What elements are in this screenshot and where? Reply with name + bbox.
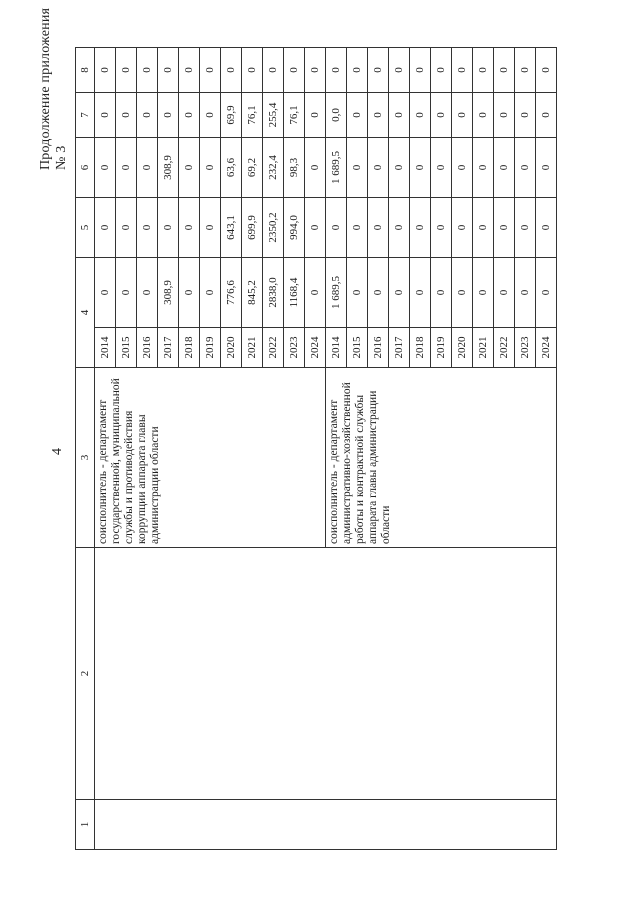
value-col-7: 0: [158, 93, 179, 138]
value-col-7: 0: [410, 93, 431, 138]
value-col-5: 0: [347, 198, 368, 258]
value-total: 845,2: [242, 258, 263, 328]
value-col-5: 0: [95, 198, 116, 258]
value-col-5: 0: [494, 198, 515, 258]
value-col-6: 0: [200, 138, 221, 198]
value-col-7: 0: [200, 93, 221, 138]
value-total: 0: [116, 258, 137, 328]
value-col-6: 0: [305, 138, 326, 198]
value-col-5: 0: [179, 198, 200, 258]
value-total: 0: [515, 258, 536, 328]
value-total: 0: [179, 258, 200, 328]
value-col-8: 0: [137, 48, 158, 93]
executor-description: соисполнитель - департамент государственной, муниципальной службы и противодействия коррупции аппарата главы администрации области: [95, 368, 326, 548]
value-total: 0: [200, 258, 221, 328]
column-header-7: 7: [76, 93, 95, 138]
column-1-cell: [95, 800, 557, 850]
value-col-7: 0: [515, 93, 536, 138]
value-col-5: 0: [116, 198, 137, 258]
year-cell: 2015: [116, 328, 137, 368]
column-header-4: 4: [76, 258, 95, 368]
value-total: 0: [95, 258, 116, 328]
column-header-1: 1: [76, 800, 95, 850]
executor-description: соисполнитель - департамент административно-хозяйственной работы и контрактной службы аппарата главы администрации области: [326, 368, 557, 548]
value-col-8: 0: [347, 48, 368, 93]
value-total: 0: [473, 258, 494, 328]
value-col-5: 0: [515, 198, 536, 258]
value-col-8: 0: [410, 48, 431, 93]
budget-table: [75, 47, 557, 850]
value-col-7: 76,1: [242, 93, 263, 138]
value-col-8: 0: [200, 48, 221, 93]
value-col-7: 0: [494, 93, 515, 138]
value-col-5: 0: [431, 198, 452, 258]
year-cell: 2018: [410, 328, 431, 368]
value-col-8: 0: [284, 48, 305, 93]
value-col-8: 0: [242, 48, 263, 93]
value-total: 0: [431, 258, 452, 328]
value-col-7: 0: [431, 93, 452, 138]
value-col-6: 63,6: [221, 138, 242, 198]
value-col-5: 0: [536, 198, 557, 258]
value-col-5: 0: [305, 198, 326, 258]
value-col-8: 0: [494, 48, 515, 93]
year-cell: 2024: [536, 328, 557, 368]
value-col-7: 255,4: [263, 93, 284, 138]
value-col-8: 0: [179, 48, 200, 93]
column-header-6: 6: [76, 138, 95, 198]
value-col-6: 0: [368, 138, 389, 198]
value-col-7: 0: [116, 93, 137, 138]
year-cell: 2017: [158, 328, 179, 368]
value-col-5: 0: [389, 198, 410, 258]
value-col-5: 0: [452, 198, 473, 258]
value-total: 1168,4: [284, 258, 305, 328]
value-total: 0: [410, 258, 431, 328]
value-col-7: 76,1: [284, 93, 305, 138]
value-col-8: 0: [473, 48, 494, 93]
year-cell: 2015: [347, 328, 368, 368]
column-2-cell: [95, 548, 557, 800]
value-total: 308,9: [158, 258, 179, 328]
year-cell: 2023: [515, 328, 536, 368]
year-cell: 2020: [452, 328, 473, 368]
value-total: 0: [536, 258, 557, 328]
value-col-7: 0: [368, 93, 389, 138]
value-col-6: 0: [116, 138, 137, 198]
value-total: 0: [452, 258, 473, 328]
value-col-8: 0: [515, 48, 536, 93]
value-col-5: 699,9: [242, 198, 263, 258]
value-col-6: 0: [473, 138, 494, 198]
value-col-5: 0: [368, 198, 389, 258]
value-col-8: 0: [452, 48, 473, 93]
value-col-7: 0: [536, 93, 557, 138]
year-cell: 2016: [368, 328, 389, 368]
value-col-6: 1 689,5: [326, 138, 347, 198]
value-col-6: 0: [95, 138, 116, 198]
year-cell: 2016: [137, 328, 158, 368]
value-col-7: 0: [137, 93, 158, 138]
value-col-8: 0: [221, 48, 242, 93]
year-cell: 2014: [95, 328, 116, 368]
value-col-6: 0: [389, 138, 410, 198]
year-cell: 2019: [200, 328, 221, 368]
value-total: 2838,0: [263, 258, 284, 328]
column-header-5: 5: [76, 198, 95, 258]
value-col-8: 0: [389, 48, 410, 93]
value-col-6: 0: [431, 138, 452, 198]
value-col-6: 0: [179, 138, 200, 198]
table-row: [95, 48, 116, 850]
value-col-8: 0: [431, 48, 452, 93]
value-total: 0: [494, 258, 515, 328]
value-col-7: 0: [179, 93, 200, 138]
value-col-6: 0: [137, 138, 158, 198]
value-col-7: 0: [473, 93, 494, 138]
value-col-6: 69,2: [242, 138, 263, 198]
value-col-6: 0: [452, 138, 473, 198]
value-total: 0: [137, 258, 158, 328]
value-col-7: 0,0: [326, 93, 347, 138]
value-col-5: 0: [326, 198, 347, 258]
value-col-8: 0: [326, 48, 347, 93]
value-col-8: 0: [536, 48, 557, 93]
value-col-5: 0: [410, 198, 431, 258]
value-col-6: 0: [536, 138, 557, 198]
value-total: 0: [305, 258, 326, 328]
year-cell: 2020: [221, 328, 242, 368]
year-cell: 2018: [179, 328, 200, 368]
value-col-5: 994,0: [284, 198, 305, 258]
value-col-6: 0: [494, 138, 515, 198]
value-total: 0: [347, 258, 368, 328]
appendix-continuation-note: Продолжение приложения № 3: [38, 7, 69, 170]
year-cell: 2021: [473, 328, 494, 368]
value-col-7: 0: [452, 93, 473, 138]
page-number: 4: [50, 448, 65, 455]
column-header-2: 2: [76, 548, 95, 800]
value-col-6: 232,4: [263, 138, 284, 198]
value-col-8: 0: [368, 48, 389, 93]
year-cell: 2014: [326, 328, 347, 368]
year-cell: 2019: [431, 328, 452, 368]
header-row: [76, 48, 95, 850]
value-col-7: 0: [389, 93, 410, 138]
value-col-7: 0: [347, 93, 368, 138]
year-cell: 2023: [284, 328, 305, 368]
year-cell: 2017: [389, 328, 410, 368]
value-col-7: 0: [95, 93, 116, 138]
value-col-8: 0: [305, 48, 326, 93]
value-col-5: 643,1: [221, 198, 242, 258]
value-col-6: 0: [347, 138, 368, 198]
value-col-8: 0: [158, 48, 179, 93]
value-col-6: 98,3: [284, 138, 305, 198]
value-col-8: 0: [95, 48, 116, 93]
value-col-6: 0: [410, 138, 431, 198]
value-col-7: 0: [305, 93, 326, 138]
value-col-5: 0: [158, 198, 179, 258]
value-total: 1 689,5: [326, 258, 347, 328]
value-col-8: 0: [116, 48, 137, 93]
value-col-6: 0: [515, 138, 536, 198]
value-total: 0: [368, 258, 389, 328]
value-total: 776,6: [221, 258, 242, 328]
year-cell: 2022: [494, 328, 515, 368]
year-cell: 2022: [263, 328, 284, 368]
year-cell: 2021: [242, 328, 263, 368]
value-total: 0: [389, 258, 410, 328]
value-col-7: 69,9: [221, 93, 242, 138]
value-col-5: 0: [200, 198, 221, 258]
value-col-6: 308,9: [158, 138, 179, 198]
year-cell: 2024: [305, 328, 326, 368]
column-header-8: 8: [76, 48, 95, 93]
value-col-5: 0: [473, 198, 494, 258]
value-col-5: 0: [137, 198, 158, 258]
column-header-3: 3: [76, 368, 95, 548]
value-col-5: 2350,2: [263, 198, 284, 258]
value-col-8: 0: [263, 48, 284, 93]
